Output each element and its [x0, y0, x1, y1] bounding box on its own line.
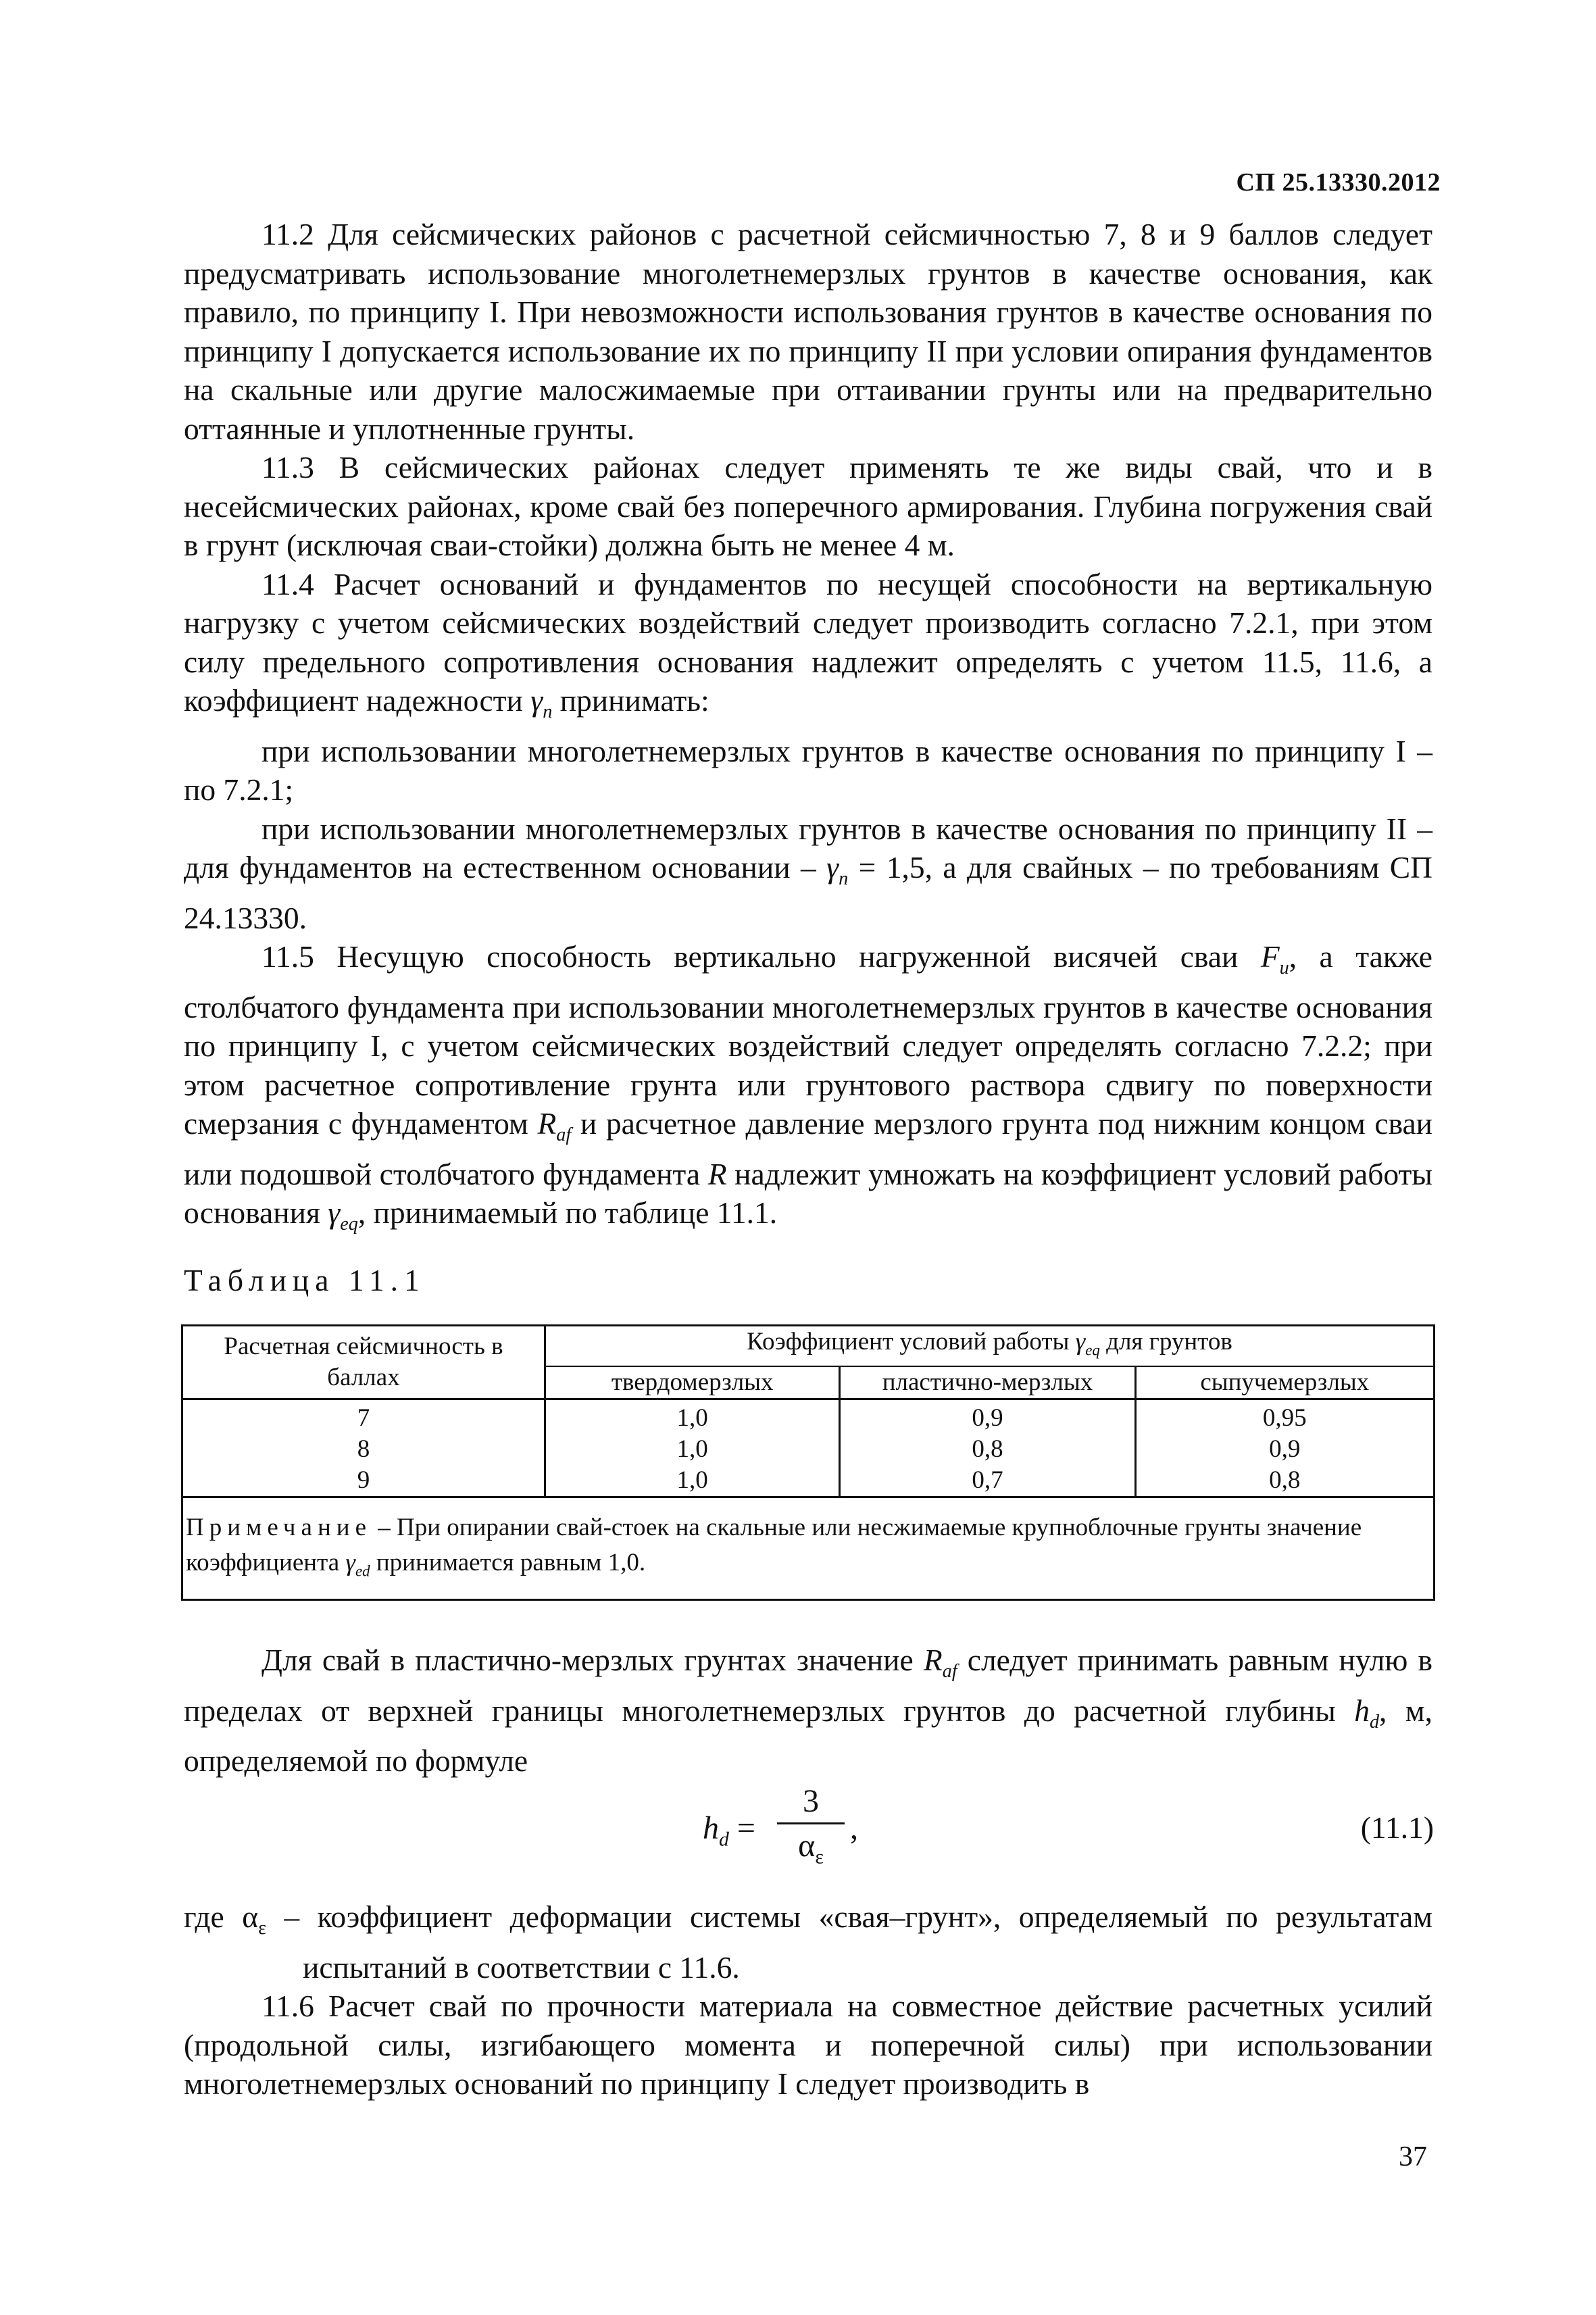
table-row — [182, 1399, 1435, 1435]
symbol-gamma-n: $\gamma_n$ — [530, 683, 553, 723]
after-text-c: , м, определяемой по формуле — [184, 1693, 1432, 1778]
table-row — [182, 1465, 1435, 1497]
formula-symbol-h-d: $h_d$ — [703, 1810, 729, 1851]
formula-denominator: $\alpha_\varepsilon$ — [798, 1828, 824, 1868]
formula-numerator: 3 — [777, 1783, 845, 1824]
cell-score: 7 — [182, 1399, 545, 1435]
paragraph-11-4-text-b: принимать: — [552, 683, 709, 718]
cell-value: 0,8 — [840, 1434, 1135, 1465]
list-item-principle-2 — [184, 810, 1432, 938]
coefficient-table — [181, 1324, 1435, 1601]
document-code: СП 25.13330.2012 — [1236, 168, 1441, 197]
paragraph-11-5-text-b: , а также столбчатого фундамента при использовании многолетнемерзлых грунтов в качестве основания по принципу I, с учетом сейсмических воздействий следует определять согласно 7.2.2; при этом расчетное сопротивление грунта или грунтового раствора сдвигу по поверхности смерзания с фундаментом — [184, 939, 1432, 1141]
cell-value: 0,7 — [840, 1465, 1135, 1497]
formula-number: (11.1) — [1360, 1810, 1434, 1845]
header-coefficient-group — [545, 1326, 1434, 1367]
symbol-gamma-ed: $\gamma_{ed}$ — [345, 1549, 370, 1580]
where-definition — [184, 1897, 1432, 1987]
cell-value: 1,0 — [545, 1465, 839, 1497]
paragraph-11-2: 11.2 Для сейсмических районов с расчетной сейсмичностью 7, 8 и 9 баллов следует предусматривать использование многолетнемерзлых грунтов в качестве основания, как правило, по принципу I. При невозможности использования грунтов в качестве основания по принципу I допускается использование их по принципу II при условии опирания фундаментов на скальные или другие малосжимаемые при оттаивании грунты или на предварительно оттаянные и уплотненные грунты. — [184, 217, 1432, 446]
note-text-a: – При опирании свай-стоек на скальные или несжимаемые крупноблочные грунты значение коэффициента — [186, 1514, 1362, 1577]
cell-value: 1,0 — [545, 1399, 839, 1435]
symbol-alpha-eps: $\alpha_\varepsilon$ — [242, 1899, 266, 1939]
header-group-text-a: Коэффициент условий работы — [747, 1328, 1076, 1355]
paragraph-raf-zero — [184, 1641, 1432, 1781]
where-prefix: где — [184, 1899, 243, 1934]
paragraph-11-5-text-c: и расчетное давление мерзлого грунта под нижним концом сваи или подошвой столбчатого фундамента — [184, 1106, 1433, 1191]
paragraph-11-4-text-a: 11.4 Расчет оснований и фундаментов по несущей способности на вертикальную нагрузку с учетом сейсмических воздействий следует производить согласно 7.2.1, при этом силу предельного сопротивления основания надлежит определять с учетом 11.5, 11.6, а коэффициент надежности — [184, 566, 1432, 718]
subheader-loose-frozen: сыпучемерзлых — [1135, 1366, 1434, 1399]
paragraph-11-5 — [184, 937, 1432, 1244]
paragraph-11-5-text-d: надлежит умножать на коэффициент условий работы основания — [184, 1156, 1432, 1230]
cell-value: 0,9 — [1135, 1434, 1434, 1465]
after-text-b: следует принимать равным нулю в пределах от верхней границы многолетнемерзлых грунтов до расчетной глубины — [184, 1643, 1432, 1728]
symbol-gamma-eq: $\gamma_{eq}$ — [328, 1195, 358, 1235]
where-section — [184, 1897, 1432, 2104]
note-text-b: принимается равным 1,0. — [370, 1549, 646, 1577]
symbol-gamma-eq: $\gamma_{eq}$ — [1075, 1328, 1100, 1359]
table-caption: Таблица 11.1 — [184, 1263, 426, 1297]
cell-score: 8 — [182, 1434, 545, 1465]
page-number: 37 — [1399, 2141, 1427, 2172]
cell-value: 0,95 — [1135, 1399, 1434, 1435]
after-text-a: Для свай в пластично-мерзлых грунтах значение — [261, 1643, 924, 1677]
header-group-text-b: для грунтов — [1099, 1328, 1232, 1355]
paragraph-11-4 — [184, 565, 1432, 732]
symbol-r: R — [707, 1156, 727, 1191]
table-row — [182, 1434, 1435, 1465]
table-note — [182, 1497, 1435, 1599]
formula-fraction — [777, 1783, 845, 1869]
main-text — [184, 215, 1432, 1244]
after-table-text — [184, 1641, 1432, 1781]
list-item-2-text-a: при использовании многолетнемерзлых грунтов в качестве основания по принципу II – для фундаментов на естественном основании – — [184, 811, 1432, 885]
formula-equals: = — [728, 1810, 755, 1846]
where-text: – коэффициент деформации системы «свая–грунт», определяемый по результатам испытаний в соответствии с 11.6. — [266, 1899, 1432, 1985]
cell-score: 9 — [182, 1465, 545, 1497]
cell-value: 0,8 — [1135, 1465, 1434, 1497]
formula-comma: , — [850, 1810, 858, 1846]
table-note-row — [182, 1497, 1435, 1599]
note-label: Примечание — [186, 1514, 372, 1542]
table-header-row — [182, 1326, 1435, 1367]
list-item-2-text-b: = 1,5, а для свайных – по требованиям СП 24.13330. — [184, 850, 1432, 935]
paragraph-11-5-text-a: 11.5 Несущую способность вертикально нагруженной висячей сваи — [261, 939, 1261, 974]
symbol-r-af: $R_{af}$ — [923, 1643, 957, 1683]
paragraph-11-5-text-e: , принимаемый по таблице 11.1. — [357, 1195, 778, 1230]
symbol-r-af: $R_{af}$ — [537, 1106, 572, 1146]
cell-value: 1,0 — [545, 1434, 839, 1465]
formula-lhs — [703, 1810, 755, 1851]
paragraph-11-6: 11.6 Расчет свай по прочности материала на совместное действие расчетных усилий (продольной силы, изгибающего момента и поперечной силы) при использовании многолетнемерзлых оснований по принципу I следует производить в — [184, 1989, 1432, 2101]
paragraph-11-3: 11.3 В сейсмических районах следует применять те же виды свай, что и в несейсмических районах, кроме свай без поперечного армирования. Глубина погружения свай в грунт (исключая сваи-стойки) должна быть не менее 4 м. — [184, 450, 1432, 562]
list-item-principle-1: при использовании многолетнемерзлых грунтов в качестве основания по принципу I – по 7.2.1; — [184, 733, 1432, 807]
header-seismicity: Расчетная сейсмичность в баллах — [182, 1326, 545, 1399]
symbol-h-d: $h_d$ — [1354, 1693, 1380, 1733]
symbol-f-u: $F_u$ — [1260, 939, 1289, 979]
cell-value: 0,9 — [840, 1399, 1135, 1435]
symbol-gamma-n: $\gamma_n$ — [826, 850, 849, 890]
subheader-plastic-frozen: пластично-мерзлых — [840, 1366, 1135, 1399]
subheader-hard-frozen: твердомерзлых — [545, 1366, 839, 1399]
